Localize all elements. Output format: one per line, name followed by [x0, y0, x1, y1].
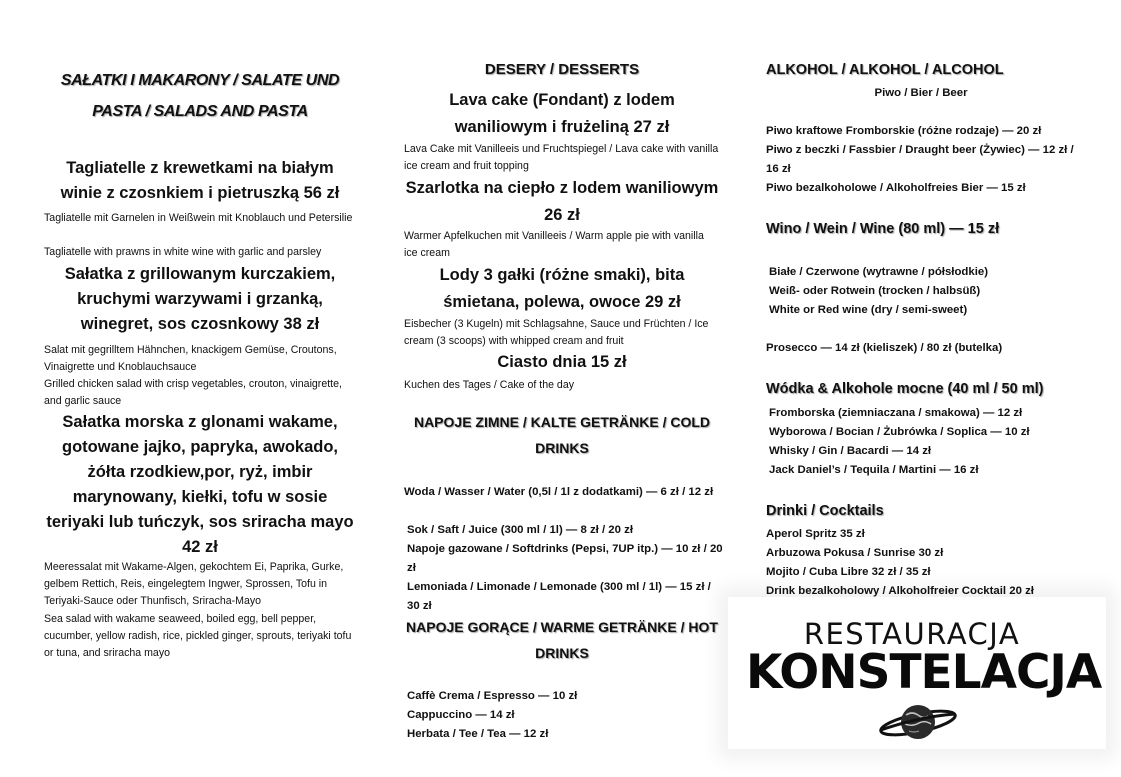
logo-line2: KONSTELACJA	[746, 645, 1102, 700]
section-title-desserts: DESERY / DESSERTS	[484, 61, 640, 78]
wine-line: Weiß- oder Rotwein (trocken / halbsüß)	[769, 285, 981, 297]
section-title-wine: Wino / Wein / Wine (80 ml) — 15 zł	[766, 221, 1000, 237]
dish-name: Sałatka morska z glonami wakame, gotowane jajko, papryka, awokado, żółta rzodkiew,por, ryż, imbir marynowany, kiełki, tofu w sosie teriyaki lub tuńczyk, sos sriracha mayo 42 zł	[46, 413, 354, 556]
dish-name: Lody 3 gałki (różne smaki), bita śmietana, polewa, owoce 29 zł	[439, 266, 685, 311]
cocktail-line: Drink bezalkoholowy / Alkoholfreier Cocktail 20 zł	[766, 585, 1034, 597]
section-title-hot-drinks: NAPOJE GORĄCE / WARME GETRÄNKE / HOT DRINKS	[406, 619, 718, 661]
prosecco-line: Prosecco — 14 zł (kieliszek) / 80 zł (butelka)	[766, 342, 1003, 354]
drink-line: Woda / Wasser / Water (0,5l / 1l z dodatkami) — 6 zł / 12 zł	[404, 486, 714, 498]
drink-line: Sok / Saft / Juice (300 ml / 1l) — 8 zł / 20 zł	[407, 524, 633, 536]
section-title-cocktails: Drinki / Cocktails	[766, 503, 884, 519]
dish-name: Ciasto dnia 15 zł	[497, 353, 627, 371]
drink-line: Lemoniada / Limonade / Lemonade (300 ml / 1l) — 15 zł / 30 zł	[407, 581, 711, 612]
cocktail-line: Arbuzowa Pokusa / Sunrise 30 zł	[766, 547, 944, 559]
drink-line: Cappuccino — 14 zł	[407, 709, 515, 721]
dish-desc: Lava Cake mit Vanilleeis und Fruchtspiegel / Lava cake with vanilla ice cream and fruit topping	[404, 143, 719, 172]
cocktail-line: Mojito / Cuba Libre 32 zł / 35 zł	[766, 566, 931, 578]
beer-subtitle: Piwo / Bier / Beer	[874, 87, 968, 99]
logo-line1: RESTAURACJA	[803, 617, 1021, 651]
dish-desc-de: Meeressalat mit Wakame-Algen, gekochtem Ei, Paprika, Gurke, gelbem Rettich, Reis, eingelegtem Ingwer, Sprossen, Tofu in Teriyaki-Sauce oder Thunfisch, Sriracha-Mayo	[44, 561, 344, 607]
dish-desc: Warmer Apfelkuchen mit Vanilleeis / Warm apple pie with vanilla ice cream	[404, 230, 704, 259]
wine-line: Białe / Czerwone (wytrawne / półsłodkie)	[769, 266, 989, 278]
vodka-line: Jack Daniel’s / Tequila / Martini — 16 zł	[769, 464, 979, 476]
drink-line: Herbata / Tee / Tea — 12 zł	[407, 728, 549, 740]
dish-name: Szarlotka na ciepło z lodem waniliowym 26 zł	[405, 179, 719, 224]
cocktail-line: Aperol Spritz 35 zł	[766, 528, 865, 540]
dish-name: Sałatka z grillowanym kurczakiem, kruchymi warzywami i grzanką, winegret, sos czosnkowy 38 zł	[64, 265, 336, 333]
dish-desc-en: Sea salad with wakame seaweed, boiled egg, bell pepper, cucumber, yellow radish, rice, pickled ginger, sprouts, teriyaki tofu or tuna, and sriracha mayo	[44, 613, 352, 659]
dish-desc-de: Tagliatelle mit Garnelen in Weißwein mit Knoblauch und Petersilie	[44, 212, 353, 224]
vodka-line: Wyborowa / Bocian / Żubrówka / Soplica — 10 zł	[769, 426, 1030, 438]
section-title-salads: SAŁATKI I MAKARONY / SALATE UND PASTA / SALADS AND PASTA	[60, 72, 340, 120]
drink-line: Caffè Crema / Espresso — 10 zł	[407, 690, 578, 702]
dish-desc-en: Tagliatelle with prawns in white wine with garlic and parsley	[44, 246, 322, 258]
dish-name: Tagliatelle z krewetkami na białym winie z czosnkiem i pietruszką 56 zł	[60, 159, 340, 202]
restaurant-logo	[728, 597, 1106, 749]
beer-line: Piwo bezalkoholowe / Alkoholfreies Bier — 15 zł	[766, 182, 1026, 194]
vodka-line: Fromborska (ziemniaczana / smakowa) — 12 zł	[769, 407, 1023, 419]
beer-line: Piwo kraftowe Fromborskie (różne rodzaje) — 20 zł	[766, 125, 1042, 137]
dish-name: Lava cake (Fondant) z lodem waniliowym i frużeliną 27 zł	[449, 91, 675, 136]
section-title-vodka: Wódka & Alkohole mocne (40 ml / 50 ml)	[766, 381, 1044, 397]
vodka-line: Whisky / Gin / Bacardi — 14 zł	[769, 445, 932, 457]
dish-desc-de: Salat mit gegrilltem Hähnchen, knackigem Gemüse, Croutons, Vinaigrette und Knoblauchsauce	[44, 344, 337, 373]
drink-line: Napoje gazowane / Softdrinks (Pepsi, 7UP itp.) — 10 zł / 20 zł	[407, 543, 723, 574]
beer-line: Piwo z beczki / Fassbier / Draught beer (Żywiec) — 12 zł / 16 zł	[766, 144, 1074, 175]
wine-line: White or Red wine (dry / semi-sweet)	[769, 304, 968, 316]
section-title-cold-drinks: NAPOJE ZIMNE / KALTE GETRÄNKE / COLD DRINKS	[413, 414, 711, 456]
dish-desc-en: Grilled chicken salad with crisp vegetables, crouton, vinaigrette, and garlic sauce	[44, 378, 342, 407]
dish-desc: Eisbecher (3 Kugeln) mit Schlagsahne, Sauce und Früchten / Ice cream (3 scoops) with whipped cream and fruit	[404, 318, 709, 347]
dish-desc: Kuchen des Tages / Cake of the day	[404, 379, 575, 391]
section-title-alcohol: ALKOHOL / ALKOHOL / ALCOHOL	[766, 62, 1004, 78]
planet-icon	[878, 695, 958, 747]
